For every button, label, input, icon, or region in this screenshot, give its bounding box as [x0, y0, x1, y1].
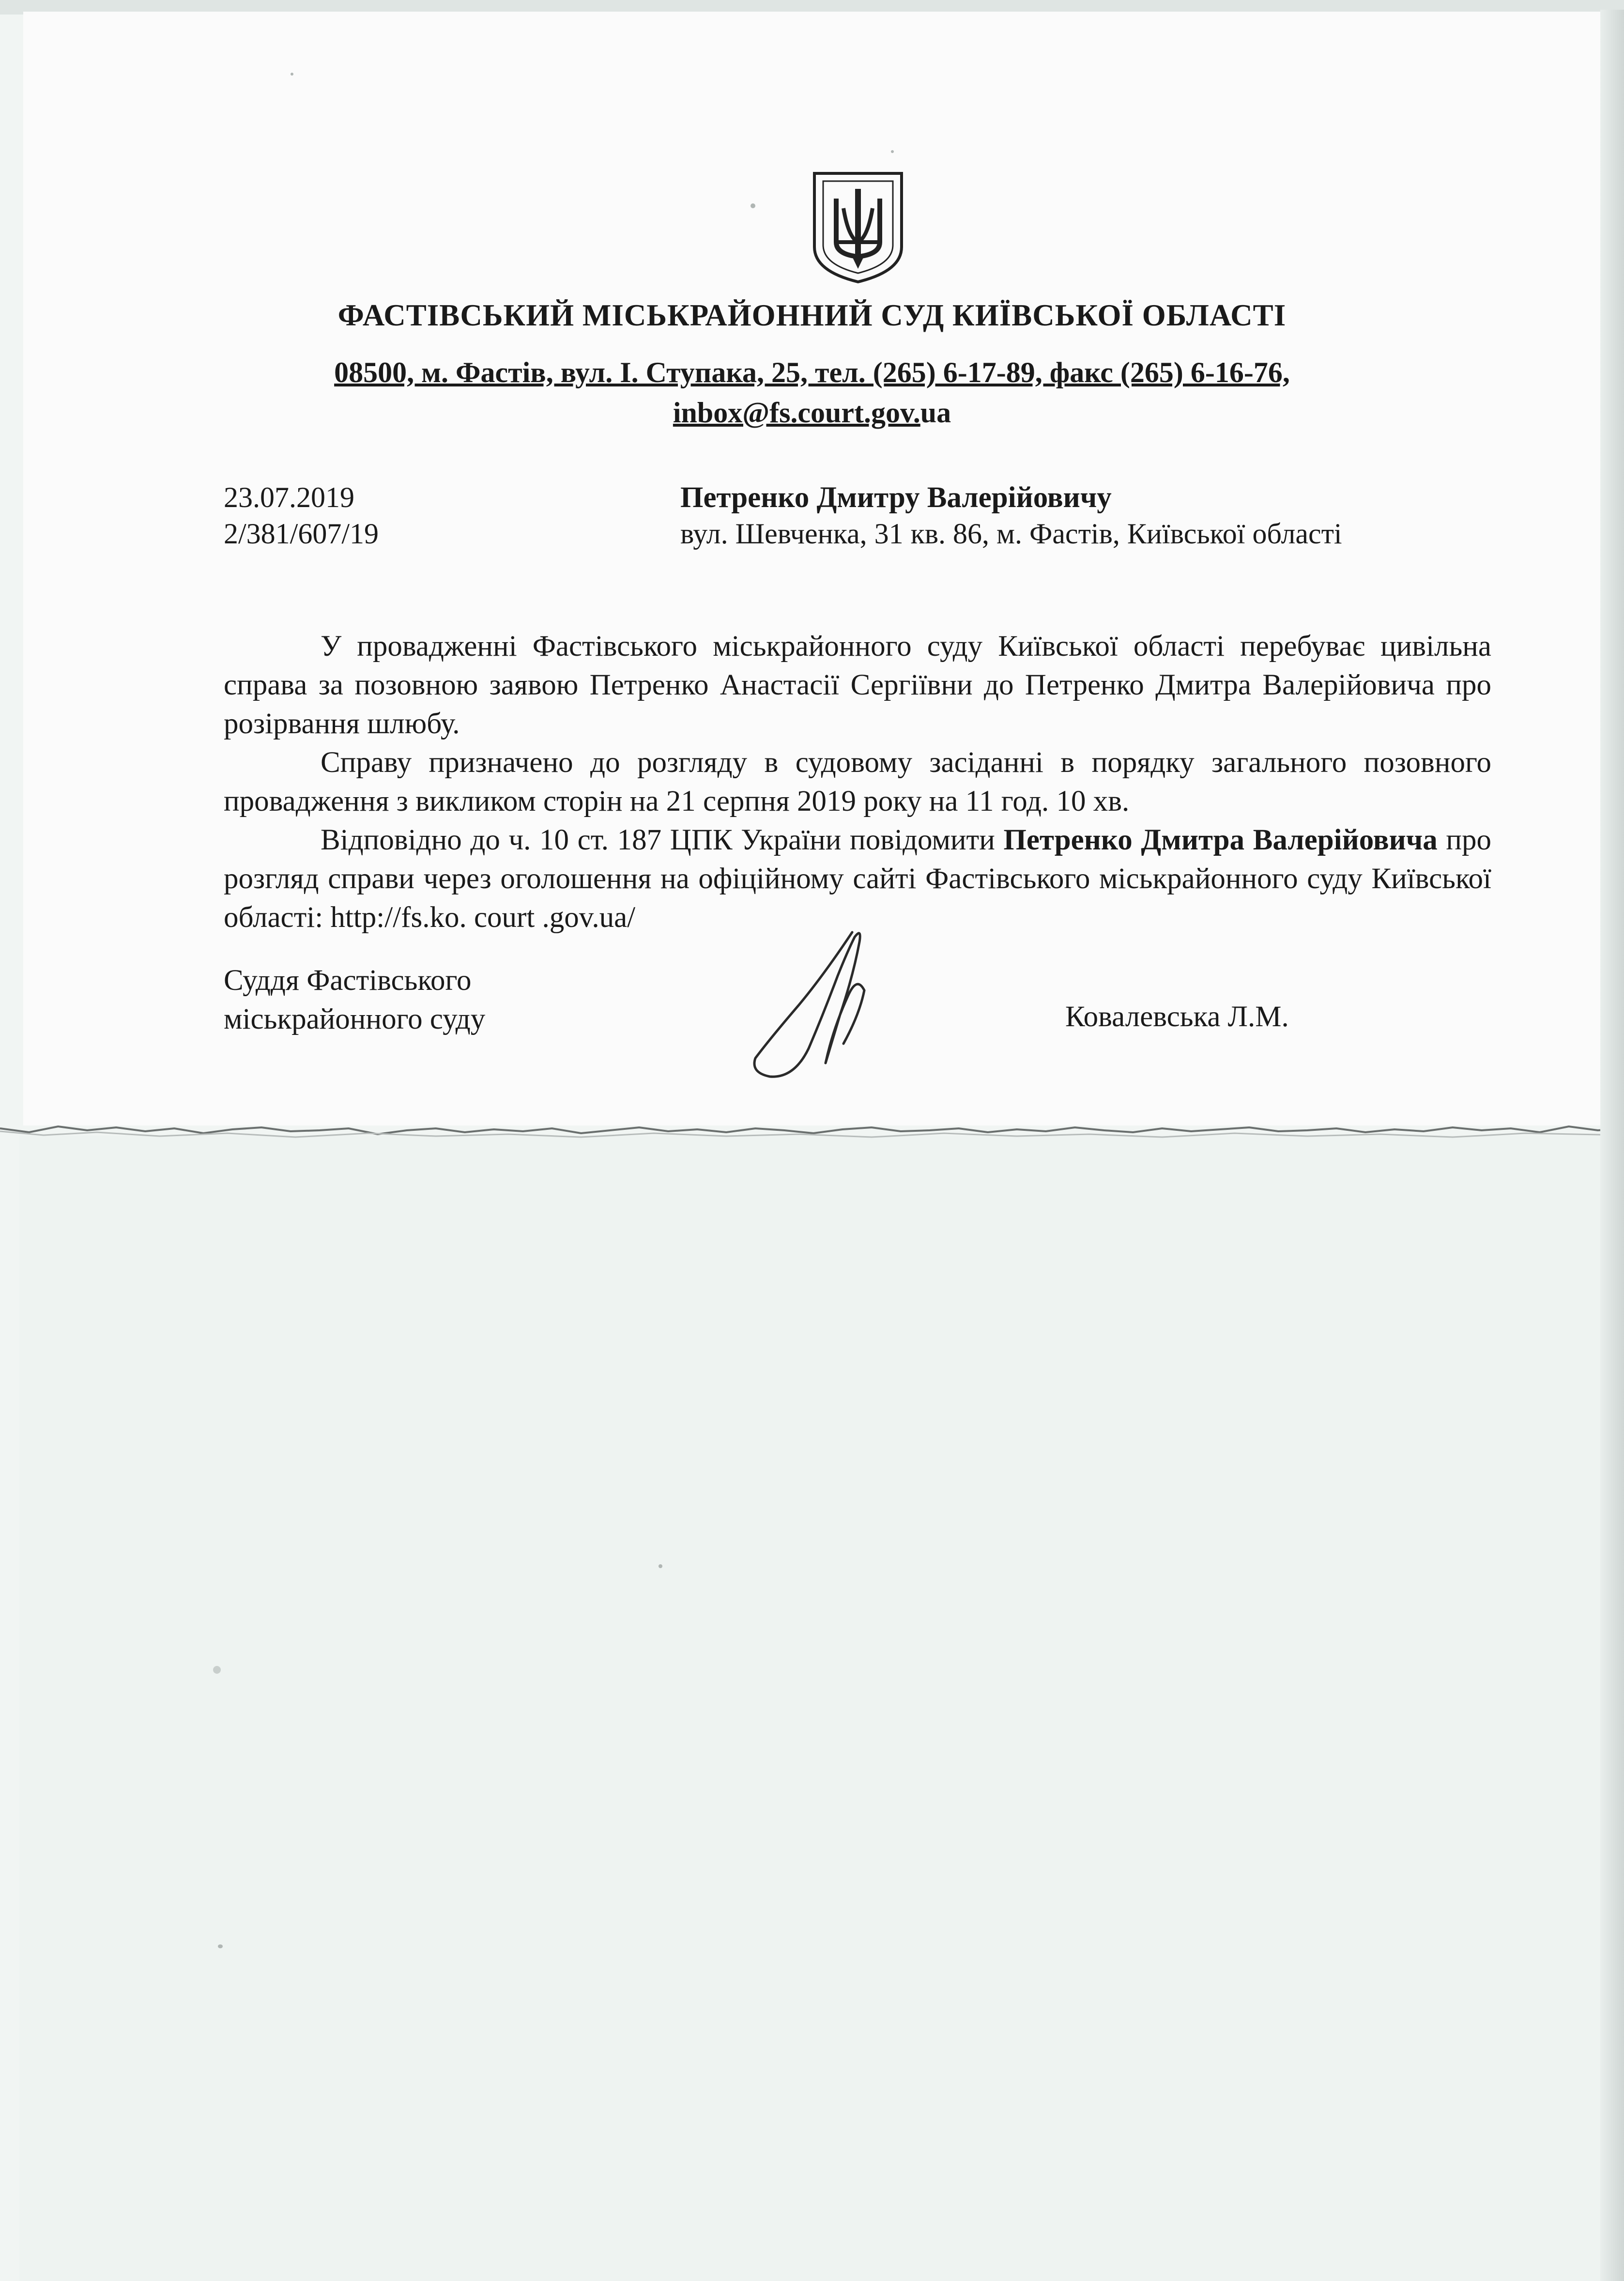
torn-edge — [0, 1109, 1624, 1148]
scan-speck — [891, 150, 894, 153]
letter-body — [224, 627, 1491, 937]
court-email-suffix: ua — [920, 397, 951, 429]
body-paragraph-3-start: Відповідно до ч. 10 ст. 187 ЦПК України повідомити — [321, 824, 1004, 856]
judge-name: Ковалевська Л.М. — [1065, 1001, 1289, 1033]
defendant-name: Петренко Дмитра Валерійовича — [1003, 824, 1438, 856]
recipient-address: вул. Шевченка, 31 кв. 86, м. Фастів, Київської області — [680, 518, 1342, 550]
body-paragraph-3 — [224, 821, 1491, 937]
recipient-name: Петренко Дмитру Валерійовичу — [680, 481, 1112, 514]
court-name: ФАСТІВСЬКИЙ МІСЬКРАЙОННИЙ СУД КИЇВСЬКОЇ ОБЛАСТІ — [337, 298, 1287, 332]
scan-speck — [751, 203, 755, 208]
judge-title-line-2: міськрайонного суду — [224, 1003, 486, 1035]
judge-title-line-1: Суддя Фастівського — [224, 964, 472, 997]
court-address: 08500, м. Фастів, вул. І. Ступака, 25, тел. (265) 6-17-89, факс (265) 6-16-76, — [334, 356, 1290, 388]
scan-speck — [218, 1944, 223, 1948]
body-paragraph-3-end: про розгляд справи через оголошення на офіційному сайті Фастівського міськрайонного суду Київської області: http://fs.ko. court .gov.ua/ — [224, 824, 1491, 934]
scan-edge-shadow — [1600, 10, 1624, 2281]
scan-speck — [659, 1564, 662, 1568]
scan-speck — [291, 73, 293, 76]
judge-title — [224, 961, 485, 1039]
scan-speck — [213, 1666, 221, 1674]
letter-reference: 2/381/607/19 — [224, 518, 379, 550]
court-email — [0, 396, 1624, 430]
body-paragraph-2: Справу призначено до розгляду в судовому засіданні в порядку загального позовного провадження з викликом сторін на 21 серпня 2019 року на 11 год. 10 хв. — [224, 746, 1491, 817]
handwritten-signature — [741, 923, 886, 1082]
lower-sheet — [19, 1136, 1612, 2281]
letter-date: 23.07.2019 — [224, 481, 354, 513]
body-paragraph-1: У провадженні Фастівського міськрайонного суду Київської області перебуває цивільна справа за позовною заявою Петренко Анастасії Сергіївни до Петренко Дмитра Валерійовича про розірвання шлюбу. — [224, 630, 1491, 740]
court-email-link[interactable]: inbox@fs.court.gov. — [673, 397, 920, 429]
coat-of-arms-icon — [810, 170, 906, 286]
